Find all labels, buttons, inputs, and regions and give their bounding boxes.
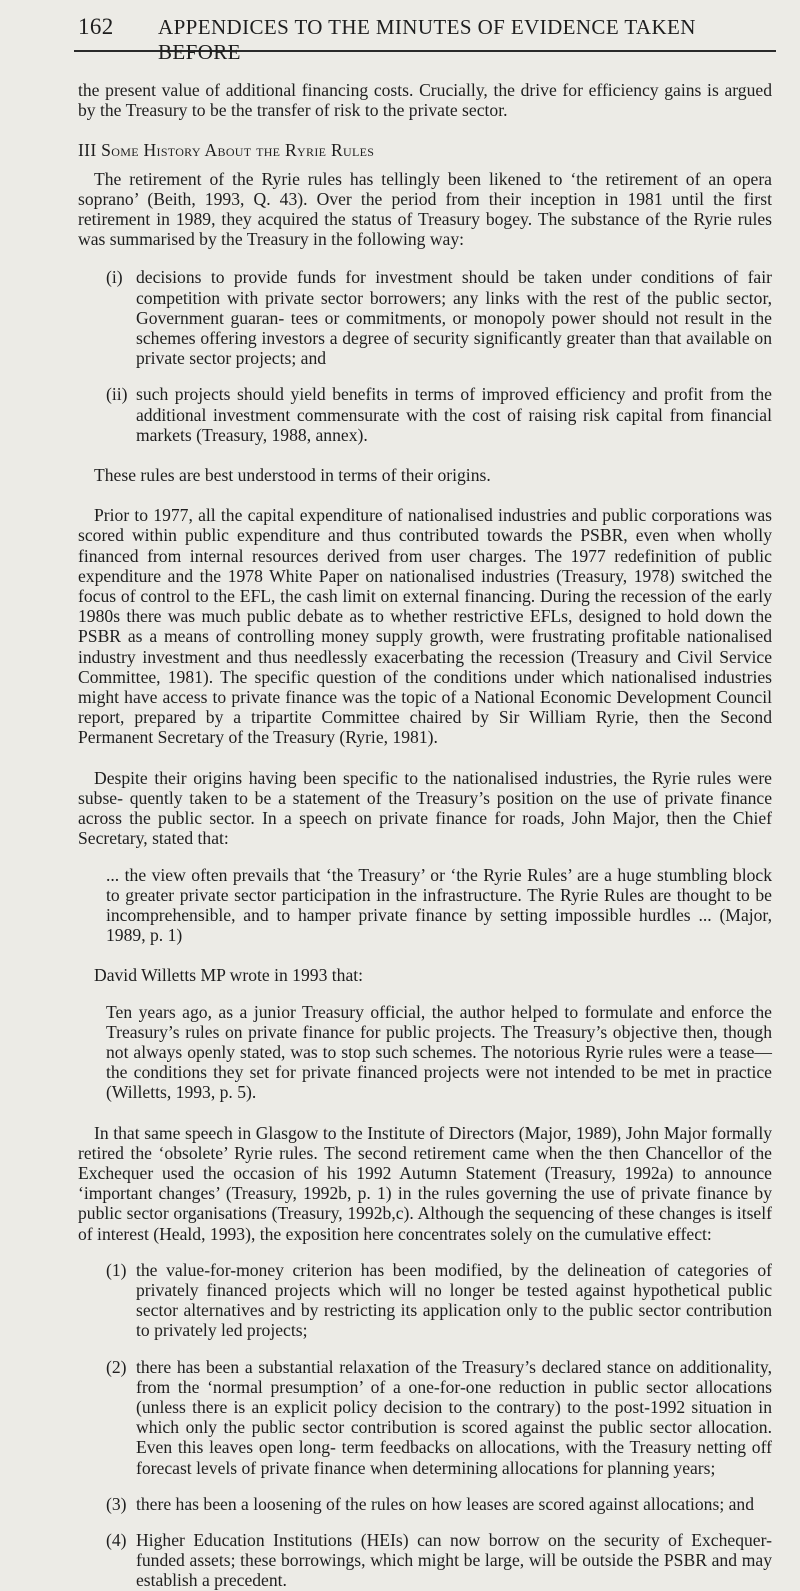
running-head-title: APPENDICES TO THE MINUTES OF EVIDENCE TAKEN BEFORE [158,15,696,64]
list-label: (2) [106,1356,127,1377]
list-item [106,1530,772,1591]
list-label: (ii) [106,384,128,405]
list-item [106,267,772,368]
page-number: 162 [78,14,114,39]
paragraph-willetts: David Willetts MP wrote in 1993 that: [94,965,364,986]
list-item [106,384,772,445]
list-item [106,1494,772,1514]
body-text [78,80,772,1591]
paragraph-origins: These rules are best understood in terms of their origins. [94,465,491,486]
list-label: (i) [106,267,123,288]
section-heading: III Some History About the Ryrie Rules [78,140,375,161]
list-text: there has been a loosening of the rules on how leases are scored against allocations; and [136,1493,755,1514]
paragraph-major-speech: Despite their origins having been specific to the nationalised industries, the Ryrie rules were subse- quently taken to be a statement of the Treasury’s position on the use of private finance across the public sector. In a speech on private finance for roads, John Major, then the Chief Secretary, stated that: [78,767,772,849]
paragraph-ryrie-retirement: The retirement of the Ryrie rules has tellingly been likened to ‘the retirement of an opera soprano’ (Beith, 1993, Q. 43). Over the period from their inception in 1981 until the first retirement in 1989, they acquired the status of Treasury bogey. The substance of the Ryrie rules was summarised by the Treasury in the following way: [78,168,772,250]
list-text: there has been a substantial relaxation of the Treasury’s declared stance on additionality, from the ‘normal presumption’ of a one-for-one reduction in public sector allocations (unless there is an explicit policy decision to the contrary) to the post-1992 situation in which only the public sector contribution is scored against the public sector allocation. Even this leaves open long- term feedbacks on allocations, with the Treasury netting off forecast levels of private finance when determining allocations for planning years; [136,1356,772,1478]
list-text: the value-for-money criterion has been modified, by the delineation of categories of privately financed projects which will no longer be tested against hypothetical public sector alternatives and by restricting its application only to the public sector contribution to privately led projects; [136,1259,772,1341]
list-item [106,1260,772,1341]
list-text: such projects should yield benefits in terms of improved efficiency and profit from the additional investment commensurate with the cost of raising risk capital from financial markets (Treasury, 1988, annex). [136,384,772,445]
quote-major: ... the view often prevails that ‘the Treasury’ or ‘the Ryrie Rules’ are a huge stumbling block to greater private sector participation in the infrastructure. The Ryrie Rules are thought to be incomprehensible, and to hamper private finance by setting impossible hurdles ... (Major, 1989, p. 1) [106,864,772,946]
running-head [78,14,772,64]
quote-willetts: Ten years ago, as a junior Treasury official, the author helped to formulate and enforce the Treasury’s rules on private finance for public projects. The Treasury’s objective then, though not always openly stated, was to stop such schemes. The notorious Ryrie rules were a tease—the conditions they set for private financed projects were not intended to be met in practice (Willetts, 1993, p. 5). [106,1001,772,1103]
list-label: (1) [106,1259,127,1280]
list-label: (3) [106,1493,127,1514]
paragraph-history: Prior to 1977, all the capital expenditure of nationalised industries and public corporations was scored within public expenditure and thus contributed towards the PSBR, even when wholly financed from internal resources derived from user charges. The 1977 redefinition of public expenditure and the 1978 White Paper on nationalised industries (Treasury, 1978) switched the focus of control to the EFL, the cash limit on external financing. During the recession of the early 1980s there was much public debate as to whether restrictive EFLs, designed to hold down the PSBR as a means of controlling money supply growth, were frustrating profitable nationalised industry investment and thus needlessly exacerbating the recession (Treasury and Civil Service Committee, 1981). The specific question of the conditions under which nationalised industries might have access to private finance was the topic of a National Economic Development Council report, prepared by a tripartite Committee chaired by Sir William Ryrie, then the Second Permanent Secretary of the Treasury (Ryrie, 1981). [78,505,772,748]
paragraph-retirement: In that same speech in Glasgow to the Institute of Directors (Major, 1989), John Major formally retired the ‘obsolete’ Ryrie rules. The second retirement came when the then Chancellor of the Exchequer used the occasion of his 1992 Autumn Statement (Treasury, 1992a) to announce ‘important changes’ (Treasury, 1992b, p. 1) in the rules governing the use of private finance by public sector organisations (Treasury, 1992b,c). Although the sequencing of these changes is itself of interest (Heald, 1993), the exposition here concentrates solely on the cumulative effect: [78,1122,772,1244]
list-label: (4) [106,1529,127,1550]
list-text: decisions to provide funds for investment should be taken under conditions of fair competition with private sector borrowers; any links with the rest of the public sector, Government guaran- tees or commitments, or monopoly power should not result in the schemes offering investors a degree of security significantly greater than that available on private sector projects; and [136,267,772,369]
list-item [106,1357,772,1478]
paragraph-intro: the present value of additional financing costs. Crucially, the drive for efficiency gains is argued by the Treasury to be the transfer of risk to the private sector. [78,80,772,121]
list-text: Higher Education Institutions (HEIs) can now borrow on the security of Exchequer-funded assets; these borrowings, which might be large, will be outside the PSBR and may establish a precedent. [136,1529,772,1591]
